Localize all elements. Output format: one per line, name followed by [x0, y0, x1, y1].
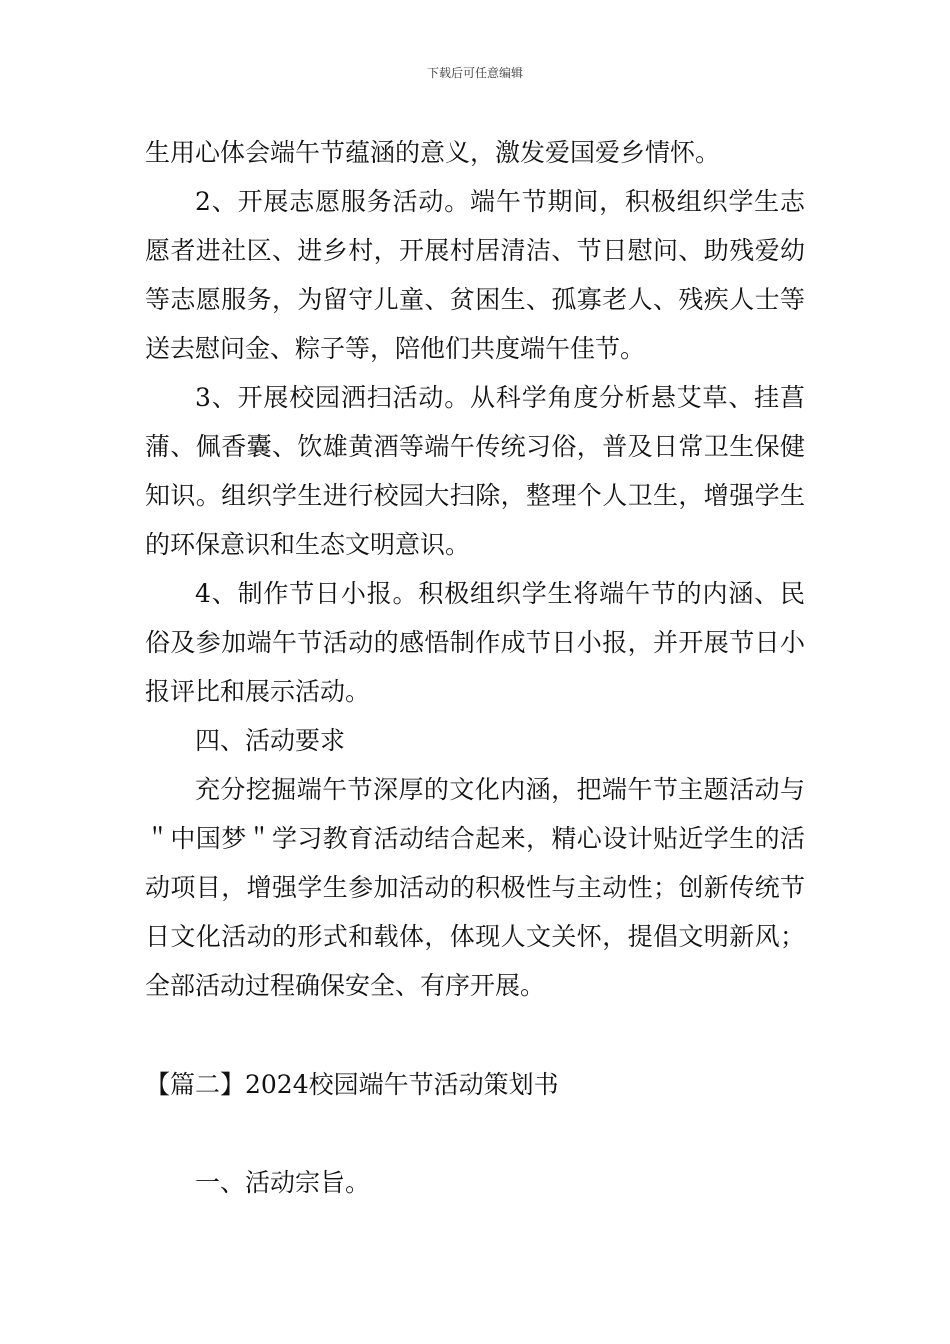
spacer — [145, 1109, 805, 1158]
paragraph-requirements-detail: 充分挖掘端午节深厚的文化内涵，把端午节主题活动与＂中国梦＂学习教育活动结合起来，精心设计贴近学生的活动项目，增强学生参加活动的积极性与主动性；创新传统节日文化活动的形式和载体，体现人文关怀，提倡文明新风；全部活动过程确保安全、有序开展。 — [145, 775, 805, 1000]
section-two-title: 【篇二】2024校园端午节活动策划书 — [145, 1070, 559, 1099]
document-body — [145, 128, 805, 1207]
paragraph-campus-cleaning: 3、开展校园洒扫活动。从科学角度分析悬艾草、挂菖蒲、佩香囊、饮雄黄酒等端午传统习俗，普及日常卫生保健知识。组织学生进行校园大扫除，整理个人卫生，增强学生的环保意识和生态文明意识。 — [145, 383, 805, 559]
paragraph-continuation: 生用心体会端午节蕴涵的意义，激发爱国爱乡情怀。 — [145, 138, 721, 167]
paragraph-volunteer-service: 2、开展志愿服务活动。端午节期间，积极组织学生志愿者进社区、进乡村，开展村居清洁、节日慰问、助残爱幼等志愿服务，为留守儿童、贫困生、孤寡老人、残疾人士等送去慰问金、粽子等，陪他们共度端午佳节。 — [145, 187, 805, 363]
heading-activity-requirements: 四、活动要求 — [195, 726, 346, 755]
page-header: 下载后可任意编辑 — [426, 66, 523, 80]
paragraph-holiday-newspaper: 4、制作节日小报。积极组织学生将端午节的内涵、民俗及参加端午节活动的感悟制作成节日小报，并开展节日小报评比和展示活动。 — [145, 579, 805, 706]
section-two-item-purpose: 一、活动宗旨。 — [195, 1168, 371, 1197]
spacer — [145, 1010, 805, 1060]
